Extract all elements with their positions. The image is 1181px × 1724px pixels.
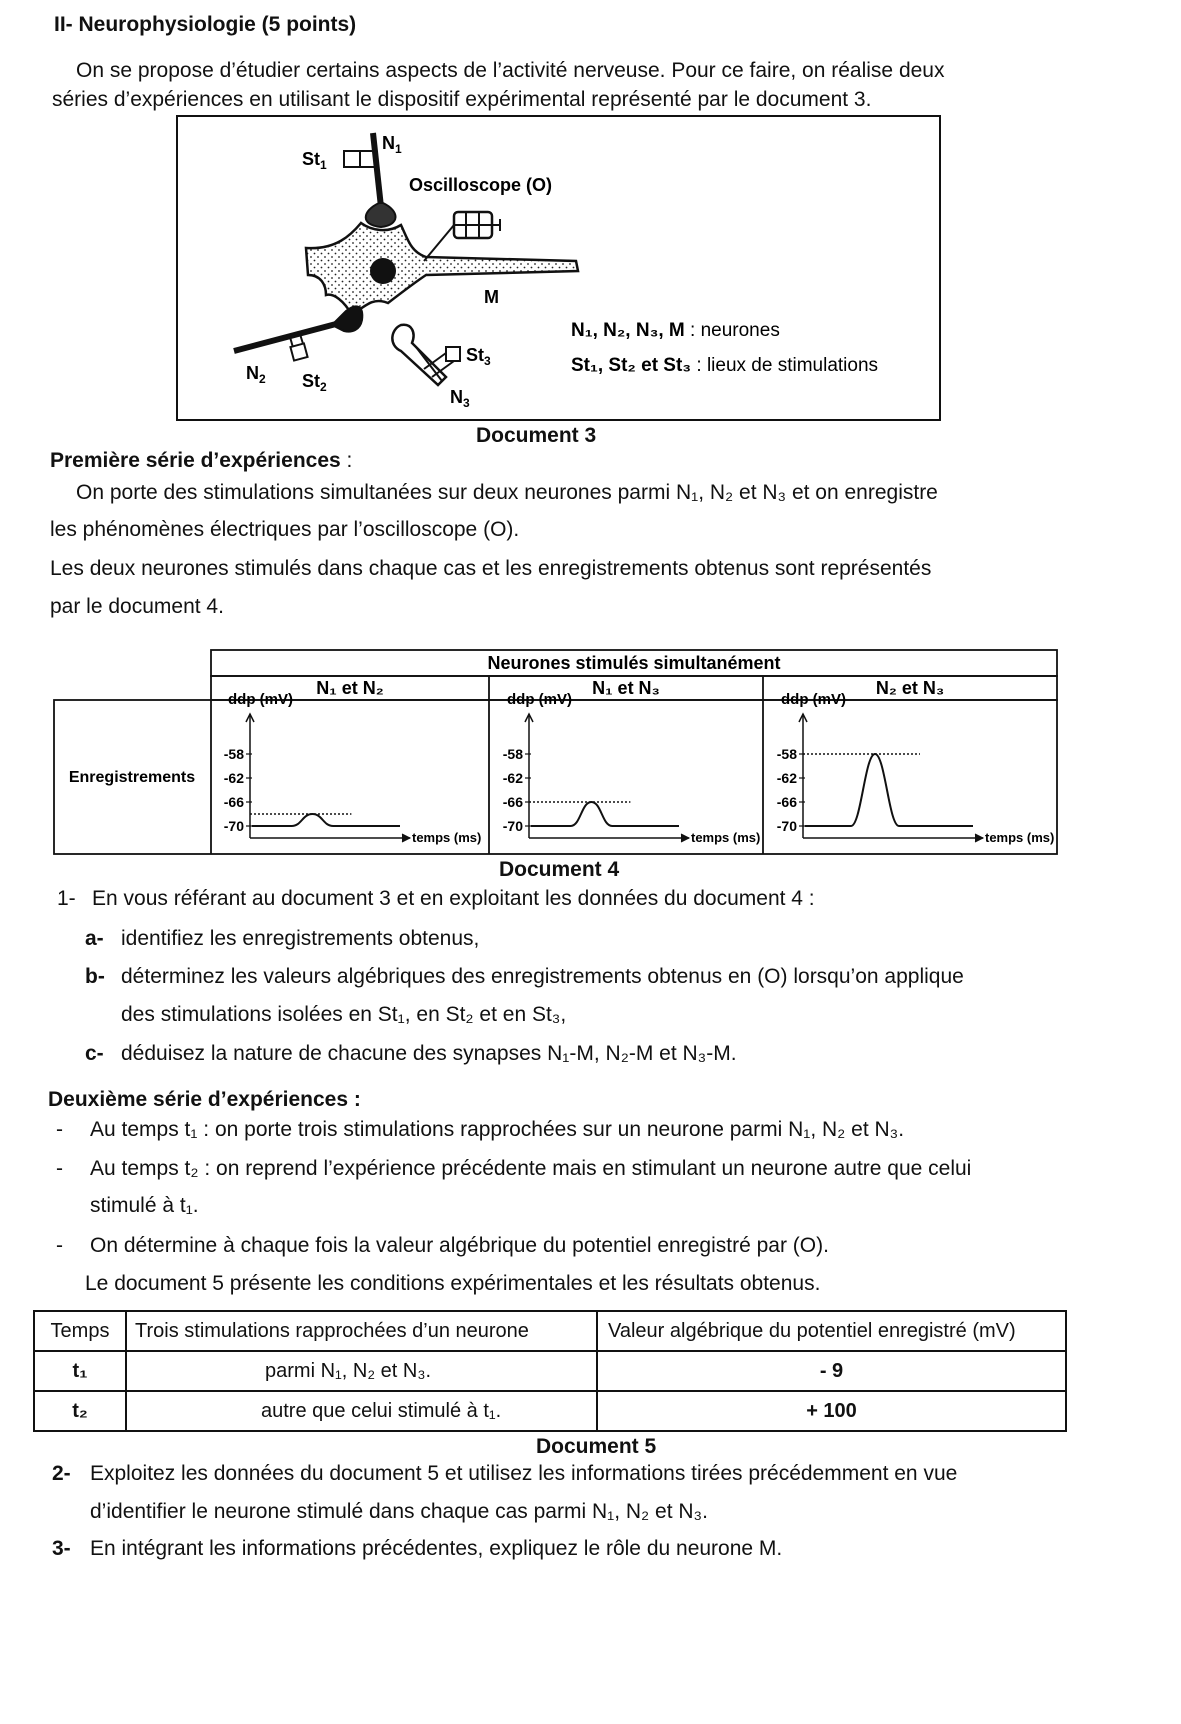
doc5-cell-temps: t₂: [34, 1391, 126, 1431]
serie-1-title: Première série d’expériences :: [50, 449, 353, 472]
q1-number: 1-: [57, 887, 76, 910]
legend-stimulations: St₁, St₂ et St₃ : lieux de stimulations: [571, 355, 879, 376]
doc4-row-label: Enregistrements: [68, 769, 196, 786]
section-title: II- Neurophysiologie (5 points): [54, 13, 357, 36]
doc5-header-row: [34, 1311, 1066, 1351]
document-4-caption: Document 4: [499, 858, 620, 881]
y-tick-label: -58: [223, 746, 244, 762]
y-tick-label: -66: [223, 794, 244, 810]
doc5-header-valeur: Valeur algébrique du potentiel enregistré (mV): [597, 1311, 1066, 1351]
document-5-table: [33, 1310, 1067, 1432]
serie-1-p2-line2: par le document 4.: [50, 595, 224, 618]
q1a-text: identifiez les enregistrements obtenus,: [121, 927, 480, 950]
serie-2-item-1: Au temps t₁ : on porte trois stimulations rapprochées sur un neurone parmi N₁, N₂ et N₃.: [90, 1118, 905, 1141]
y-axis-label: ddp (mV): [507, 691, 572, 708]
serie-2-paragraph: Le document 5 présente les conditions expérimentales et les résultats obtenus.: [85, 1272, 821, 1295]
legend-neurones: N₁, N₂, N₃, M : neurones: [571, 320, 780, 341]
table-row: [34, 1351, 1066, 1391]
doc5-header-stimulations: Trois stimulations rapprochées d’un neurone: [126, 1311, 597, 1351]
y-tick-label: -58: [776, 746, 797, 762]
serie-1-p2-line1: Les deux neurones stimulés dans chaque cas et les enregistrements obtenus sont représentés: [50, 557, 932, 580]
serie-2-dash-3: -: [56, 1234, 63, 1257]
q1b-letter: b-: [85, 965, 105, 988]
intro-line-2: séries d’expériences en utilisant le dispositif expérimental représenté par le document 3.: [52, 88, 872, 111]
doc5-cell-valeur: - 9: [597, 1351, 1066, 1391]
intro-line-1: On se propose d’étudier certains aspects de l’activité nerveuse. Pour ce faire, on réalise deux: [76, 59, 945, 82]
x-axis-arrow-icon: [402, 834, 410, 842]
label-n1: $N_1$: [382, 133, 402, 156]
y-axis-label: ddp (mV): [228, 691, 293, 708]
q1b-line2: des stimulations isolées en St₁, en St₂ et en St₃,: [121, 1003, 567, 1026]
label-m: M: [484, 287, 499, 307]
doc5-header-temps: Temps: [34, 1311, 126, 1351]
serie-1-p1-line2: les phénomènes électriques par l’oscilloscope (O).: [50, 518, 520, 541]
label-oscilloscope: Oscilloscope (O): [409, 175, 553, 195]
recording-curve: [252, 814, 400, 826]
table-row: [34, 1391, 1066, 1431]
q1a-letter: a-: [85, 927, 104, 950]
stimulation-electrode-st1: [344, 151, 376, 167]
y-tick-label: -62: [223, 770, 244, 786]
serie-2-item-2-line1: Au temps t₂ : on reprend l’expérience précédente mais en stimulant un neurone autre que celui: [90, 1157, 972, 1180]
x-axis-arrow-icon: [681, 834, 689, 842]
doc4-col-1: N₁ et N₂: [316, 678, 384, 698]
neuron-n3: [392, 325, 446, 385]
document-5-caption: Document 5: [536, 1435, 657, 1458]
serie-2-title: Deuxième série d’expériences :: [48, 1088, 361, 1111]
serie-1-p1-line1: On porte des stimulations simultanées sur deux neurones parmi N₁, N₂ et N₃ et on enregistre: [76, 481, 938, 504]
y-tick-label: -66: [776, 794, 797, 810]
q1b-line1: déterminez les valeurs algébriques des enregistrements obtenus en (O) lorsqu’on applique: [121, 965, 964, 988]
q2-line1: Exploitez les données du document 5 et utilisez les informations tirées précédemment en vue: [90, 1462, 958, 1485]
serie-2-item-3: On détermine à chaque fois la valeur algébrique du potentiel enregistré par (O).: [90, 1234, 829, 1257]
y-tick-label: -70: [502, 818, 523, 834]
serie-2-item-2-line2: stimulé à t₁.: [90, 1194, 199, 1217]
doc5-cell-stimulation: parmi N₁, N₂ et N₃.: [126, 1351, 597, 1391]
oscilloscope-icon: [424, 212, 500, 261]
document-4-table: [50, 648, 1060, 858]
doc5-cell-stimulation: autre que celui stimulé à t₁.: [126, 1391, 597, 1431]
doc5-cell-temps: t₁: [34, 1351, 126, 1391]
q2-number: 2-: [52, 1462, 71, 1485]
document-3-diagram: [176, 115, 941, 421]
x-axis-arrow-icon: [975, 834, 983, 842]
y-tick-label: -70: [223, 818, 244, 834]
y-tick-label: -62: [776, 770, 797, 786]
doc4-header: Neurones stimulés simultanément: [487, 653, 781, 673]
label-n3: $N_3$: [450, 387, 470, 410]
neuron-m: [306, 223, 578, 315]
y-tick-label: -66: [502, 794, 523, 810]
q3-text: En intégrant les informations précédentes, expliquez le rôle du neurone M.: [90, 1537, 783, 1560]
x-axis-label: temps (ms): [691, 830, 761, 845]
q1-text: En vous référant au document 3 et en exploitant les données du document 4 :: [92, 887, 815, 910]
y-tick-label: -62: [502, 770, 523, 786]
serie-2-dash-1: -: [56, 1118, 63, 1141]
doc4-col-3: N₂ et N₃: [875, 678, 945, 698]
recording-curve: [531, 802, 679, 826]
doc4-col-2: N₁ et N₃: [592, 678, 660, 698]
doc5-cell-valeur: + 100: [597, 1391, 1066, 1431]
serie-2-dash-2: -: [56, 1157, 63, 1180]
label-n2: $N_2$: [246, 363, 266, 386]
y-tick-label: -58: [502, 746, 523, 762]
label-st1: $St_1$: [302, 149, 327, 172]
label-st2: $St_2$: [302, 371, 327, 394]
q1c-letter: c-: [85, 1042, 104, 1065]
x-axis-label: temps (ms): [412, 830, 482, 845]
recording-curve: [805, 754, 973, 826]
x-axis-label: temps (ms): [985, 830, 1055, 845]
y-axis-label: ddp (mV): [781, 691, 846, 708]
document-3-caption: Document 3: [476, 424, 597, 447]
y-tick-label: -70: [776, 818, 797, 834]
q2-line2: d’identifier le neurone stimulé dans chaque cas parmi N₁, N₂ et N₃.: [90, 1500, 708, 1523]
label-st3: $St_3$: [466, 345, 491, 368]
q3-number: 3-: [52, 1537, 71, 1560]
q1c-text: déduisez la nature de chacune des synapses N₁-M, N₂-M et N₃-M.: [121, 1042, 737, 1065]
